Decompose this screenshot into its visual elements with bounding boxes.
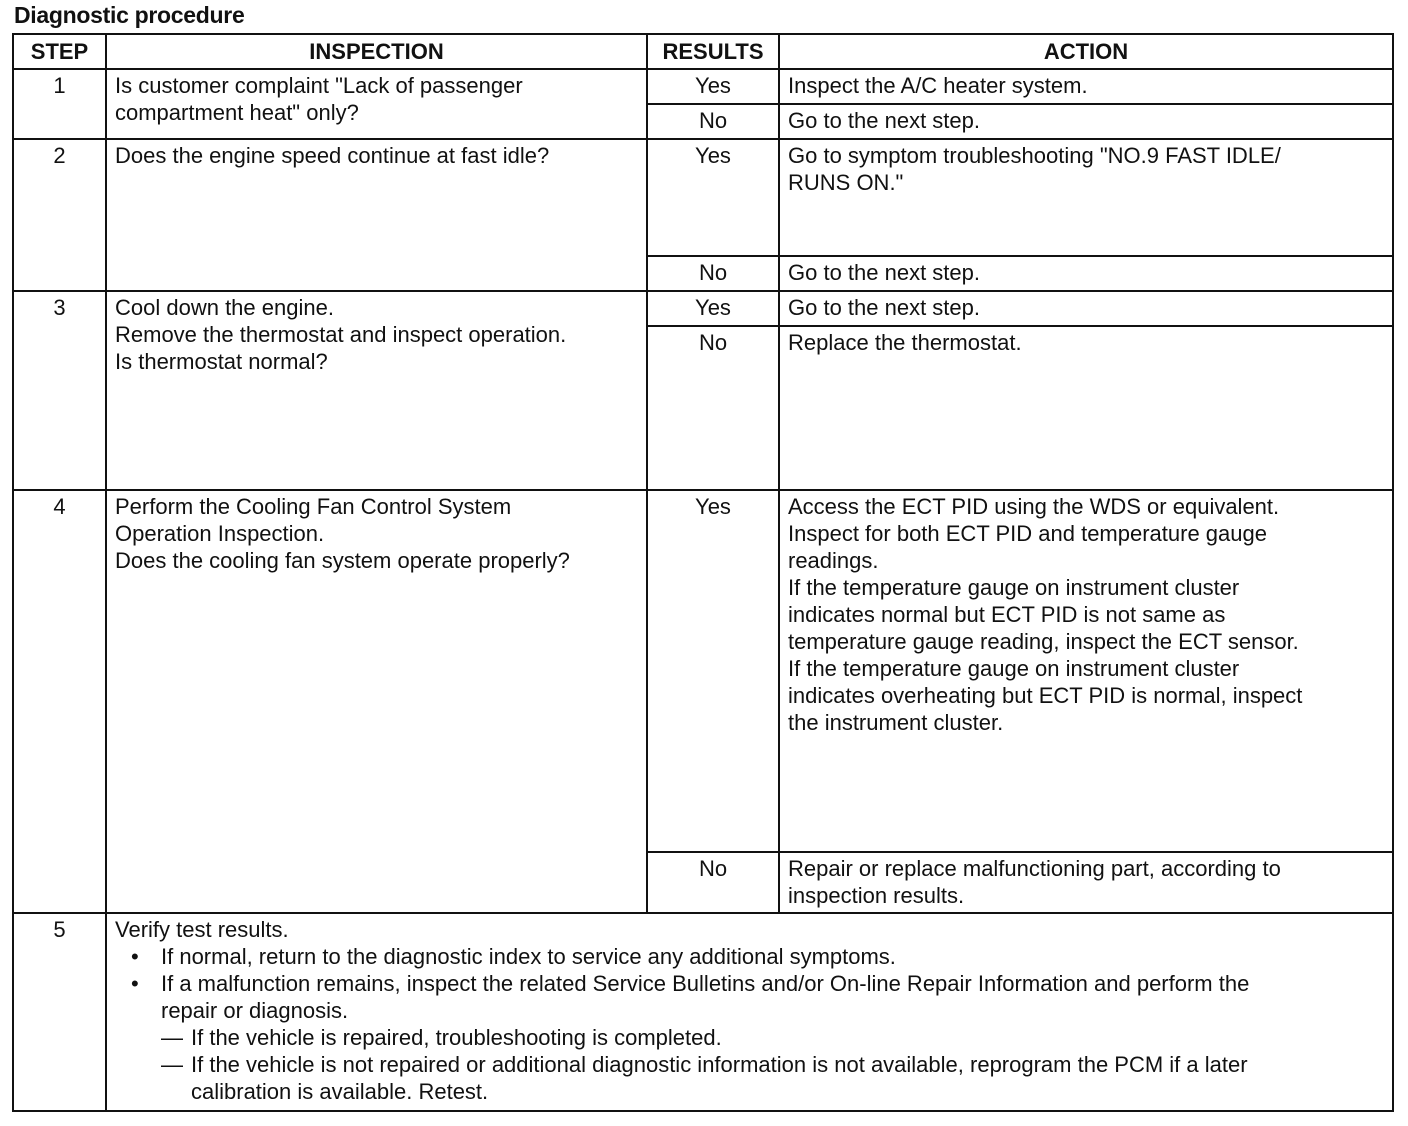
step-number: 2 [13, 139, 106, 291]
action-line: Inspect the A/C heater system. [788, 73, 1088, 98]
result-cell: Yes [647, 69, 779, 104]
header-results: RESULTS [647, 34, 779, 69]
header-action: ACTION [779, 34, 1393, 69]
diagnostic-table [12, 33, 1394, 1112]
inspection-line: Operation Inspection. [115, 521, 325, 546]
header-row [13, 34, 1393, 69]
result-cell: Yes [647, 139, 779, 256]
header-step: STEP [13, 34, 106, 69]
list-item [123, 970, 1386, 1105]
inspection-line: Is customer complaint "Lack of passenger [115, 73, 523, 98]
bullet-line: • If normal, return to the diagnostic index to service any additional symptoms. [161, 944, 896, 969]
inspection-cell [106, 69, 647, 139]
action-cell [779, 139, 1393, 256]
action-line: Go to the next step. [788, 295, 981, 320]
action-line: Go to symptom troubleshooting "NO.9 FAST IDLE/ [788, 143, 1281, 168]
action-line: inspection results. [788, 883, 965, 908]
action-line: Go to the next step. [788, 108, 981, 133]
list-item [161, 1051, 1386, 1105]
inspection-line: compartment heat" only? [115, 100, 359, 125]
table-row [13, 490, 1393, 852]
list-item [161, 1024, 1386, 1051]
list-item [123, 943, 1386, 970]
sub-line: calibration is available. Retest. [191, 1079, 489, 1104]
action-cell [779, 326, 1393, 490]
action-line: Access the ECT PID using the WDS or equivalent. [788, 494, 1280, 519]
inspection-intro: Verify test results. [115, 917, 289, 942]
bullet-line: • If a malfunction remains, inspect the related Service Bulletins and/or On-line Repair Information and perform the [161, 971, 1250, 996]
result-cell: Yes [647, 291, 779, 326]
inspection-line: Does the cooling fan system operate properly? [115, 548, 570, 573]
table-row [13, 69, 1393, 104]
inspection-cell [106, 913, 1393, 1111]
step-number: 5 [13, 913, 106, 1111]
sub-line: — If the vehicle is not repaired or additional diagnostic information is not available, reprogram the PCM if a later [191, 1052, 1248, 1077]
inspection-cell [106, 291, 647, 490]
action-line: Replace the thermostat. [788, 330, 1022, 355]
action-cell [779, 69, 1393, 104]
action-line: Go to the next step. [788, 260, 981, 285]
result-cell: No [647, 256, 779, 291]
action-line: Inspect for both ECT PID and temperature gauge [788, 521, 1267, 546]
result-cell: No [647, 852, 779, 913]
action-line: RUNS ON." [788, 170, 904, 195]
action-cell [779, 852, 1393, 913]
action-cell [779, 256, 1393, 291]
table-row [13, 139, 1393, 256]
action-line: readings. [788, 548, 879, 573]
action-line: If the temperature gauge on instrument cluster [788, 656, 1240, 681]
inspection-line: Is thermostat normal? [115, 349, 328, 374]
inspection-line: Cool down the engine. [115, 295, 334, 320]
action-line: Repair or replace malfunctioning part, according to [788, 856, 1281, 881]
bullet-list [115, 943, 1386, 1105]
action-line: temperature gauge reading, inspect the ECT sensor. [788, 629, 1299, 654]
header-inspection: INSPECTION [106, 34, 647, 69]
inspection-line: Remove the thermostat and inspect operation. [115, 322, 567, 347]
page-title: Diagnostic procedure [14, 2, 245, 28]
result-cell: No [647, 104, 779, 139]
action-cell [779, 291, 1393, 326]
bullet-line: repair or diagnosis. [161, 998, 349, 1023]
action-line: indicates normal but ECT PID is not same as [788, 602, 1226, 627]
action-cell [779, 490, 1393, 852]
step-number: 4 [13, 490, 106, 913]
sub-list [161, 1024, 1386, 1105]
inspection-line: Perform the Cooling Fan Control System [115, 494, 512, 519]
inspection-line: Does the engine speed continue at fast idle? [115, 143, 550, 168]
inspection-cell [106, 139, 647, 291]
action-cell [779, 104, 1393, 139]
inspection-cell [106, 490, 647, 913]
action-line: the instrument cluster. [788, 710, 1004, 735]
action-line: indicates overheating but ECT PID is normal, inspect [788, 683, 1303, 708]
table-row [13, 291, 1393, 326]
action-line: If the temperature gauge on instrument cluster [788, 575, 1240, 600]
step-number: 1 [13, 69, 106, 139]
step-number: 3 [13, 291, 106, 490]
sub-line: — If the vehicle is repaired, troubleshooting is completed. [191, 1025, 722, 1050]
result-cell: No [647, 326, 779, 490]
table-row [13, 913, 1393, 1111]
result-cell: Yes [647, 490, 779, 852]
